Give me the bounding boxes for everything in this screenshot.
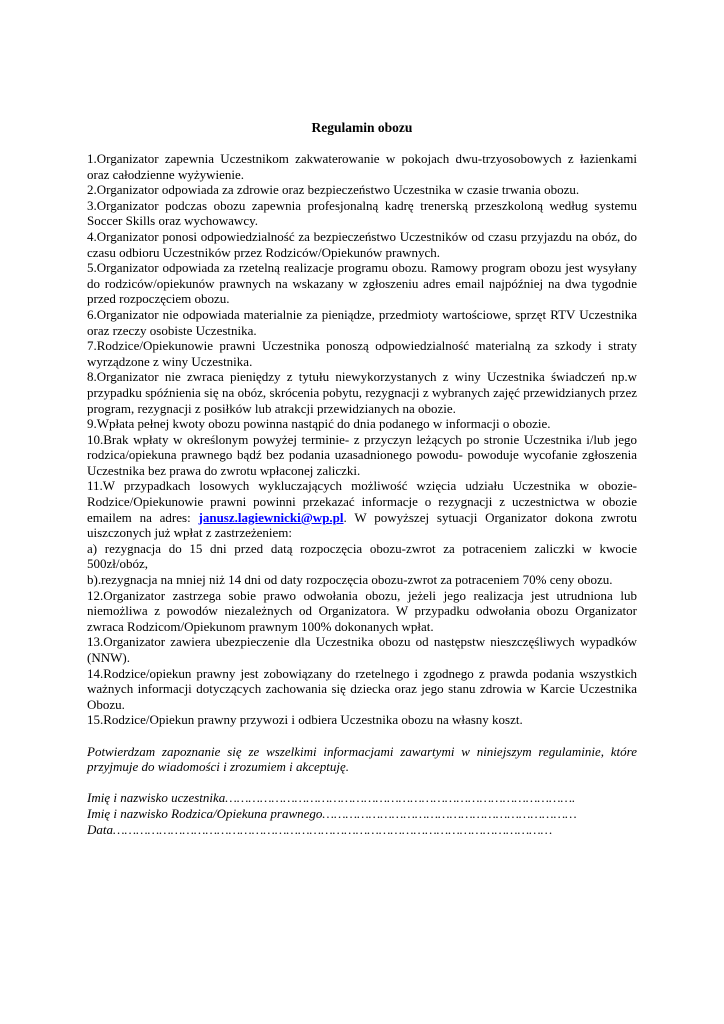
rule-item-8: 8.Organizator nie zwraca pieniędzy z tytułu niewykorzystanych z winy Uczestnika świadczeń np.w przypadku spóźnienia się na obóz, skrócenia pobytu, rezygnacji z wybranych zajęć przewidzianych przez program, rezygnacji z posiłków lub atrakcji przewidzianych na obozie. bbox=[87, 369, 637, 416]
rule-item-14: 14.Rodzice/opiekun prawny jest zobowiązany do rzetelnego i zgodnego z prawda podania wszystkich ważnych informacji dotyczących zachowania się dziecka oraz jego stanu zdrowia w Karcie Uczestnika Obozu. bbox=[87, 665, 637, 712]
rule-item-13: 13.Organizator zawiera ubezpieczenie dla Uczestnika obozu od następstw nieszczęśliwych wypadków (NNW). bbox=[87, 634, 637, 665]
rule-item-7: 7.Rodzice/Opiekunowie prawni Uczestnika ponoszą odpowiedzialność materialną za szkody i straty wyrządzone z winy Uczestnika. bbox=[87, 338, 637, 369]
guardian-name-field: Imię i nazwisko Rodzica/Opiekuna prawnego………………………………………………………… bbox=[87, 805, 577, 821]
rule-item-15: 15.Rodzice/Opiekun prawny przywozi i odbiera Uczestnika obozu na własny koszt. bbox=[87, 712, 523, 728]
rule-item-3: 3.Organizator podczas obozu zapewnia profesjonalną kadrę trenerską przeszkoloną według systemu Soccer Skills oraz wychowawcy. bbox=[87, 197, 637, 229]
rule-item-11 bbox=[87, 478, 637, 540]
rule-item-4: 4.Organizator ponosi odpowiedzialność za bezpieczeństwo Uczestników od czasu przyjazdu na obóz, do czasu odbioru Uczestników przez Rodziców/Opiekunów prawnych. bbox=[87, 228, 637, 260]
rule-item-11-text-end: . W powyższej sytuacji Organizator dokona zwrotu uiszczonych już wpłat z zastrzeżeniem: bbox=[87, 509, 637, 541]
rule-item-10: 10.Brak wpłaty w określonym powyżej terminie- z przyczyn leżących po stronie Uczestnika i/lub jego rodzica/opiekuna prawnego bądź bez podania uzasadnionego powodu- powoduje wycofanie zgłoszenia Uczestnika bez prawa do zwrotu wpłaconej zaliczki. bbox=[87, 431, 637, 478]
confirmation-statement: Potwierdzam zapoznanie się ze wszelkimi informacjami zawartymi w niniejszym regulaminie, które przyjmuje do wiadomości i zrozumiem i akceptuję. bbox=[87, 743, 637, 775]
rule-item-6: 6.Organizator nie odpowiada materialnie za pieniądze, przedmioty wartościowe, sprzęt RTV Uczestnika oraz rzeczy osobiste Uczestnika. bbox=[87, 306, 637, 338]
rule-item-11-a: a) rezygnacja do 15 dni przed datą rozpoczęcia obozu-zwrot za potraceniem zaliczki w kwocie 500zł/obóz, bbox=[87, 540, 637, 572]
signature-fields bbox=[87, 790, 637, 837]
rule-item-12: 12.Organizator zastrzega sobie prawo odwołania obozu, jeżeli jego realizacja jest utrudniona lub niemożliwa z powodów niezależnych od Organizatora. W przypadku odwołania obozu Organizator zwraca Rodzicom/Opiekunom prawnym 100% dokonanych wpłat. bbox=[87, 587, 637, 634]
participant-name-field: Imię i nazwisko uczestnika………………………………………………………………………………. bbox=[87, 790, 576, 806]
rule-item-5: 5.Organizator odpowiada za rzetelną realizacje programu obozu. Ramowy program obozu jest wysyłany do rodziców/opiekunów prawnych na wskazany w zgłoszeniu adres email najpóźniej na dwa tygodnie przed rozpoczęciem obozu. bbox=[87, 260, 637, 307]
rule-item-9: 9.Wpłata pełnej kwoty obozu powinna nastąpić do dnia podanego w informacji o obozie. bbox=[87, 416, 551, 432]
rule-item-2: 2.Organizator odpowiada za zdrowie oraz bezpieczeństwo Uczestnika w czasie trwania obozu. bbox=[87, 182, 580, 198]
document-title: Regulamin obozu bbox=[311, 120, 413, 135]
rule-item-11-text: 11.W przypadkach losowych wykluczających możliwość wzięcia udziału Uczestnika w obozie- Rodzice/Opiekunowie prawni powinni przekazać informacje o rezygnacji z uczestnictwa w obozie emailem na adres: bbox=[87, 478, 637, 525]
email-link[interactable]: janusz.lagiewnicki@wp.pl bbox=[198, 509, 344, 525]
document-body bbox=[87, 151, 637, 837]
rule-item-11-b: b).rezygnacja na mniej niż 14 dni od daty rozpoczęcia obozu-zwrot za potraceniem 70% ceny obozu. bbox=[87, 572, 613, 588]
date-field: Data…………………………………………………………………………………………………… bbox=[87, 821, 553, 837]
rule-item-1: 1.Organizator zapewnia Uczestnikom zakwaterowanie w pokojach dwu-trzyosobowych z łazienkami oraz całodzienne wyżywienie. bbox=[87, 151, 637, 182]
